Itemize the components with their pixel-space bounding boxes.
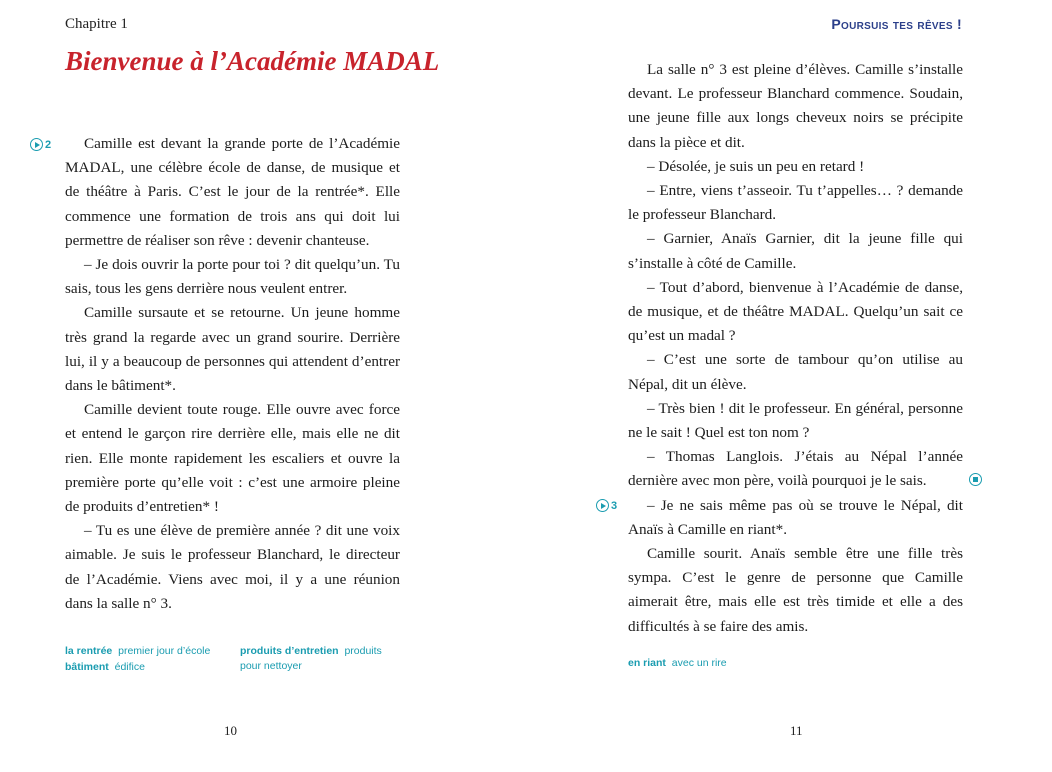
glossary-term: bâtiment <box>65 661 109 673</box>
play-icon[interactable] <box>596 499 609 512</box>
glossary-entry <box>240 644 390 674</box>
chapter-label: Chapitre 1 <box>65 16 128 32</box>
paragraph: – Très bien ! dit le professeur. En général, personne ne le sait ! Quel est ton nom ? <box>628 399 963 442</box>
paragraph: – Désolée, je suis un peu en retard ! <box>647 157 865 175</box>
stop-icon[interactable] <box>969 473 982 486</box>
paragraph: – Tout d’abord, bienvenue à l’Académie de danse, de musique, et de théâtre MADAL. Quelqu’un sait ce qu’est un madal ? <box>628 278 963 345</box>
glossary-definition: premier jour d’école <box>118 645 211 657</box>
glossary-definition: produits pour nettoyer <box>240 645 382 672</box>
glossary-term: la rentrée <box>65 645 113 657</box>
glossary-term: en riant <box>628 657 666 669</box>
running-head: Poursuis tes rêves ! <box>831 16 962 32</box>
glossary-entry <box>65 660 225 675</box>
paragraph: La salle n° 3 est pleine d’élèves. Camille s’installe devant. Le professeur Blanchard commence. Soudain, une jeune fille aux longs cheveux noirs se précipite dans la pièce et dit. <box>628 61 963 151</box>
body-text <box>628 58 963 639</box>
paragraph: Camille sursaute et se retourne. Un jeune homme très grand la regarde avec un grand sourire. Derrière lui, il y a beaucoup de personnes qui attendent d’entrer dans le bâtiment*. <box>65 304 400 395</box>
paragraph: – Je ne sais même pas où se trouve le Népal, dit Anaïs à Camille en riant*. <box>628 496 963 538</box>
glossary-term: produits d’entretien <box>240 645 339 657</box>
chapter-title: Bienvenue à l’Académie MADAL <box>65 46 440 76</box>
audio-track-marker[interactable] <box>596 499 617 512</box>
paragraph: – Tu es une élève de première année ? dit une voix aimable. Je suis le professeur Blanchard, le directeur de l’Académie. Viens avec moi, il y a une réunion dans la salle n° 3. <box>65 522 400 612</box>
glossary-entry <box>65 644 225 659</box>
page-number: 10 <box>224 723 237 738</box>
paragraph: Camille devient toute rouge. Elle ouvre avec force et entend le garçon rire derrière elle, mais elle ne dit rien. Elle monte rapidement les escaliers et ouvre la première porte qu’elle voit : c’est une armoire pleine de produits d’entretien* ! <box>65 401 400 516</box>
play-icon[interactable] <box>30 138 43 151</box>
paragraph: – Entre, viens t’asseoir. Tu t’appelles… ? demande le professeur Blanchard. <box>628 182 963 224</box>
audio-track-number: 3 <box>611 499 618 512</box>
paragraph: – Garnier, Anaïs Garnier, dit la jeune fille qui s’installe à côté de Camille. <box>628 230 963 272</box>
paragraph: – C’est une sorte de tambour qu’on utilise au Népal, dit un élève. <box>628 351 963 393</box>
paragraph: – Je dois ouvrir la porte pour toi ? dit quelqu’un. Tu sais, tous les gens derrière nous veulent entrer. <box>65 256 400 298</box>
glossary-entry <box>628 656 828 671</box>
paragraph: Camille est devant la grande porte de l’Académie MADAL, une célèbre école de danse, de musique et de théâtre à Paris. C’est le jour de la rentrée*. Elle commence une formation de trois ans qui doit lui permettre de réaliser son rêve : devenir chanteuse. <box>65 135 400 249</box>
paragraph: – Thomas Langlois. J’étais au Népal l’année dernière avec mon père, voilà pourquoi je le sais. <box>628 448 963 490</box>
glossary-definition: édifice <box>114 661 145 673</box>
glossary-definition: avec un rire <box>671 657 727 669</box>
audio-track-marker[interactable] <box>30 138 51 151</box>
body-text <box>65 132 400 616</box>
audio-track-number: 2 <box>45 138 52 151</box>
right-page <box>526 0 1052 772</box>
paragraph: Camille sourit. Anaïs semble être une fille très sympa. C’est le genre de personne que Camille aimerait être, mais elle est très timide et elle a des difficultés à se faire des amis. <box>628 545 963 635</box>
page-number: 11 <box>790 723 803 738</box>
